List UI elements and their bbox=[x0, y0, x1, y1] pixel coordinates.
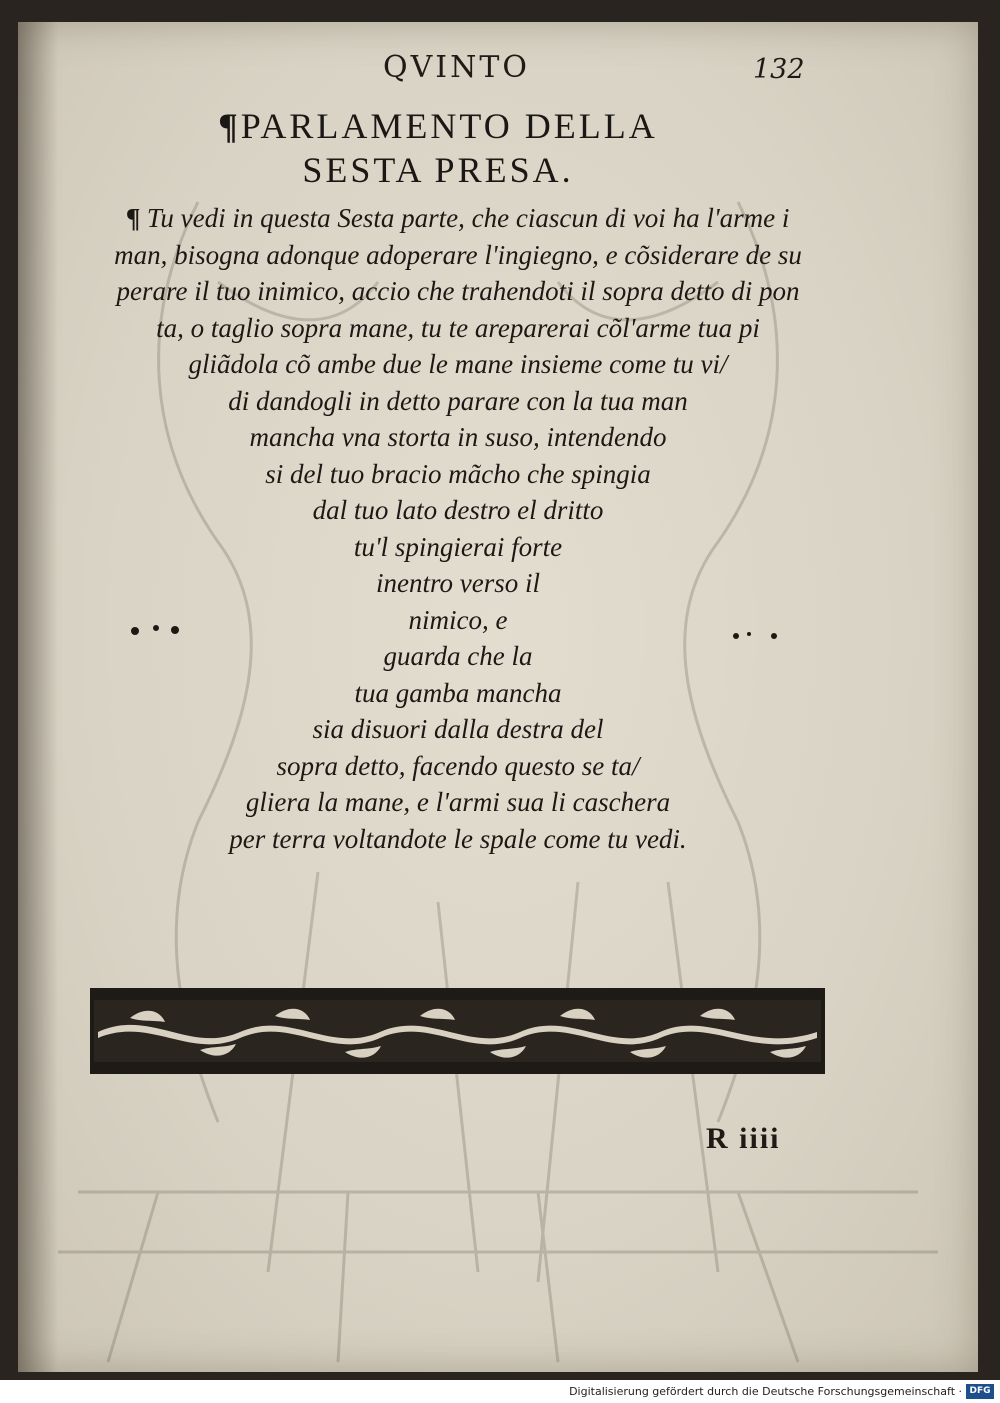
body-line: tu'l spingierai forte bbox=[353, 531, 563, 562]
speck bbox=[747, 632, 751, 636]
body-line-text: Tu vedi in questa Sesta parte, che ciascun di voi ha l'arme i bbox=[146, 203, 790, 233]
body-line: inentro verso il bbox=[376, 568, 540, 598]
funding-credit: Digitalisierung gefördert durch die Deutsche Forschungsgemeinschaft · bbox=[569, 1385, 962, 1398]
body-line: di dandogli in detto parare con la tua man bbox=[228, 385, 688, 416]
body-line: per terra voltandote le spale come tu vedi. bbox=[229, 823, 687, 854]
speck bbox=[733, 633, 739, 639]
book-page bbox=[18, 22, 978, 1372]
body-line: mancha vna storta in suso, intendendo bbox=[249, 422, 667, 452]
body-line: gliera la mane, e l'armi sua li caschera bbox=[245, 787, 671, 817]
heading-pilcrow-icon: ¶ bbox=[218, 106, 241, 146]
heading-line-1-text: PARLAMENTO DELLA bbox=[240, 106, 658, 146]
body-line: dal tuo lato destro el dritto bbox=[312, 495, 604, 525]
running-head: QVINTO bbox=[383, 50, 530, 85]
speck bbox=[771, 633, 777, 639]
footer-bar bbox=[0, 1381, 1000, 1403]
paragraph-pilcrow-icon: ¶ bbox=[126, 203, 141, 233]
speck bbox=[153, 625, 159, 631]
folio-number: 132 bbox=[753, 54, 805, 85]
body-line: tua gamba mancha bbox=[354, 677, 562, 708]
body-line: man, bisogna adonque adoperare l'ingiegno, e cõsiderare de su bbox=[114, 239, 802, 270]
heading-line-2: SESTA PRESA. bbox=[302, 150, 574, 190]
body-line: ta, o taglio sopra mane, tu te areparerai cõl'arme tua pi bbox=[156, 312, 760, 343]
body-line: sopra detto, facendo questo se ta/ bbox=[276, 750, 640, 781]
decorative-border-band bbox=[90, 988, 825, 1074]
signature-mark: R iiii bbox=[706, 1122, 781, 1155]
body-line: nimico, e bbox=[408, 604, 508, 635]
body-line: gliãdola cõ ambe due le mane insieme come tu vi/ bbox=[188, 349, 728, 379]
body-line: si del tuo bracio mãcho che spingia bbox=[265, 458, 651, 489]
body-line: guarda che la bbox=[383, 641, 533, 671]
speck bbox=[171, 626, 179, 634]
dfg-logo[interactable]: DFG bbox=[966, 1384, 994, 1399]
body-line: perare il tuo inimico, accio che trahendoti il sopra detto di pon bbox=[116, 276, 800, 306]
body-line: sia disuori dalla destra del bbox=[312, 714, 604, 744]
ink-specks bbox=[18, 22, 978, 1372]
speck bbox=[131, 627, 139, 635]
